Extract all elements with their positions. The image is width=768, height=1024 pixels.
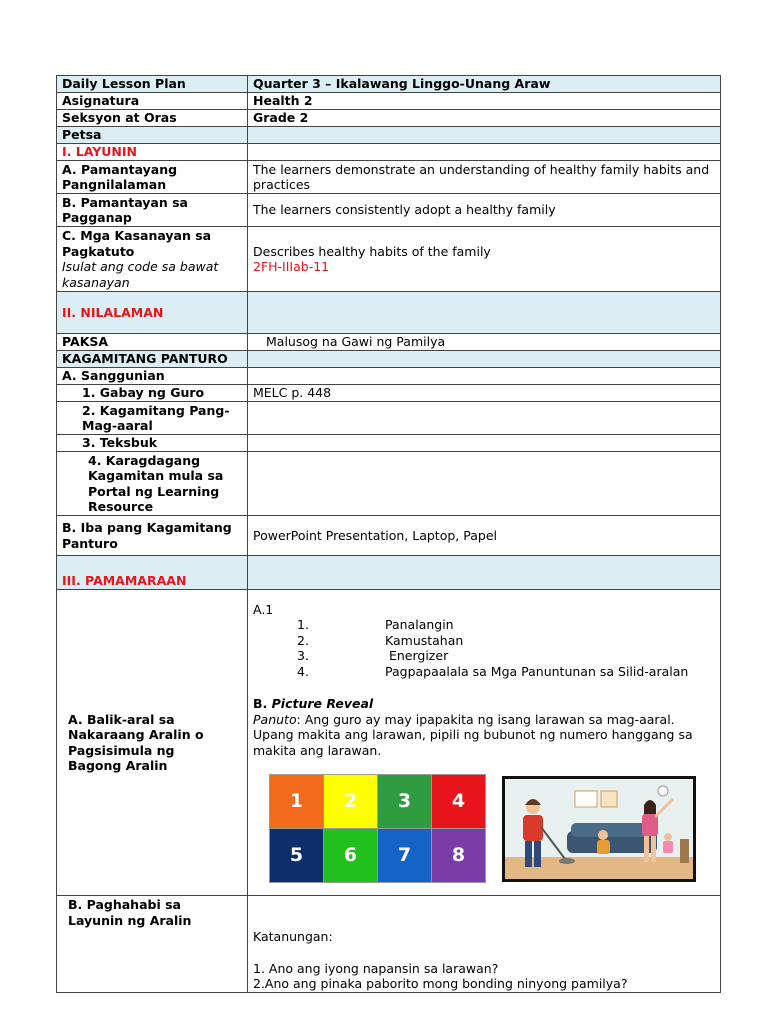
pang-mag-aaral-cell — [57, 402, 248, 435]
pagganap-value: The learners consistently adopt a healthy family — [248, 194, 721, 227]
paksa-row — [57, 334, 721, 351]
activity-item — [253, 648, 715, 664]
activity-item — [253, 617, 715, 633]
pamamaraan-title-row — [57, 556, 721, 590]
kasanayan-row — [57, 227, 721, 292]
pamantayang-row — [57, 161, 721, 194]
pamamaraan-title: III. PAMAMARAAN — [57, 556, 248, 590]
petsa-row — [57, 127, 721, 144]
pang-mag-aaral-label: 2. Kagamitang Pang-Mag-aaral — [82, 402, 230, 433]
teksbuk-cell — [57, 435, 248, 452]
gabay-label: 1. Gabay ng Guro — [82, 385, 205, 401]
petsa-value — [248, 127, 721, 144]
paghahabi-label: B. Paghahabi sa Layunin ng Aralin — [68, 897, 192, 928]
iba-pang-label: B. Iba pang Kagamitang Panturo — [57, 516, 248, 556]
header-col2: Quarter 3 – Ikalawang Linggo-Unang Araw — [248, 76, 721, 93]
seksyon-value: Grade 2 — [248, 110, 721, 127]
karagdagang-cell — [57, 452, 248, 516]
number-tile[interactable]: 8 — [432, 829, 485, 882]
number-tile[interactable]: 4 — [432, 775, 485, 828]
paksa-label: PAKSA — [57, 334, 248, 351]
sanggunian-label: A. Sanggunian — [57, 368, 248, 385]
activity-text: Kamustahan — [385, 632, 464, 648]
paksa-value: Malusog na Gawi ng Pamilya — [248, 334, 721, 351]
paghahabi-content — [248, 896, 721, 993]
number-tile[interactable]: 7 — [378, 829, 431, 882]
number-tile[interactable]: 6 — [324, 829, 377, 882]
kasanayan-note: Isulat ang code sa bawat kasanayan — [62, 259, 219, 290]
picture-reveal-area — [269, 774, 715, 883]
nilalaman-title-row — [57, 292, 721, 334]
kasanayan-value: Describes healthy habits of the family — [253, 243, 491, 259]
question-1: 1. Ano ang iyong napansin sa larawan? — [253, 960, 499, 976]
empty-cell — [248, 435, 721, 452]
empty-cell — [248, 292, 721, 334]
balik-aral-content — [248, 590, 721, 896]
layunin-title-row — [57, 144, 721, 161]
activity-text: Energizer — [385, 648, 449, 664]
balik-aral-label: A. Balik-aral sa Nakaraang Aralin o Pagsisimula ng Bagong Aralin — [68, 711, 204, 773]
sanggunian-row — [57, 368, 721, 385]
asignatura-row — [57, 93, 721, 110]
number-tile[interactable]: 2 — [324, 775, 377, 828]
asignatura-value: Health 2 — [248, 93, 721, 110]
empty-cell — [248, 144, 721, 161]
kagamitan-row — [57, 351, 721, 368]
activity-text: Panalangin — [385, 617, 454, 633]
iba-pang-value: PowerPoint Presentation, Laptop, Papel — [248, 516, 721, 556]
layunin-title: I. LAYUNIN — [57, 144, 248, 161]
activity-list — [253, 617, 715, 679]
kasanayan-cell — [57, 227, 248, 292]
header-row — [57, 76, 721, 93]
header-col1: Daily Lesson Plan — [57, 76, 248, 93]
pang-mag-aaral-row — [57, 402, 721, 435]
panuto-text — [253, 712, 715, 759]
number-tile[interactable]: 1 — [270, 775, 323, 828]
asignatura-label: Asignatura — [57, 93, 248, 110]
picture-reveal-prefix: B. — [253, 696, 272, 712]
pagganap-label: B. Pamantayan sa Pagganap — [57, 194, 248, 227]
activity-number: 4. — [297, 663, 309, 679]
family-illustration — [505, 779, 693, 879]
empty-cell — [248, 452, 721, 516]
empty-cell — [248, 368, 721, 385]
kasanayan-code: 2FH-IIIab-11 — [253, 259, 330, 274]
question-2: 2.Ano ang pinaka paborito mong bonding ninyong pamilya? — [253, 976, 628, 991]
teksbuk-row — [57, 435, 721, 452]
gabay-value: MELC p. 448 — [248, 385, 721, 402]
paghahabi-cell — [57, 896, 248, 993]
activity-number: 2. — [297, 632, 309, 648]
picture-reveal-title: Picture Reveal — [271, 696, 374, 712]
family-cleaning-image — [502, 776, 696, 882]
activity-number: 1. — [297, 617, 309, 633]
paghahabi-row — [57, 896, 721, 993]
activity-item — [253, 633, 715, 649]
balik-aral-row — [57, 590, 721, 896]
katanungan-label: Katanungan: — [253, 929, 333, 944]
iba-pang-row — [57, 516, 721, 556]
seksyon-label: Seksyon at Oras — [57, 110, 248, 127]
a1-label: A.1 — [253, 601, 274, 617]
panuto-body: : Ang guro ay may ipapakita ng isang larawan sa mag-aaral. Upang makita ang larawan, pipili ng bubunot ng numero hanggang sa makita ang larawan. — [253, 711, 693, 758]
lesson-plan-table — [56, 75, 721, 993]
number-tile-grid — [269, 774, 486, 883]
pagganap-row — [57, 194, 721, 227]
teksbuk-label: 3. Teksbuk — [82, 435, 158, 451]
kagamitan-label: KAGAMITANG PANTURO — [57, 351, 248, 368]
pamantayang-label: A. Pamantayang Pangnilalaman — [57, 161, 248, 194]
activity-item — [253, 664, 715, 680]
petsa-label: Petsa — [57, 127, 248, 144]
number-tile[interactable]: 5 — [270, 829, 323, 882]
pamantayang-value: The learners demonstrate an understanding of healthy family habits and practices — [248, 161, 721, 194]
activity-number: 3. — [297, 648, 309, 664]
seksyon-row — [57, 110, 721, 127]
panuto-label: Panuto — [253, 711, 297, 727]
activity-text: Pagpapaalala sa Mga Panuntunan sa Silid-aralan — [385, 663, 689, 679]
picture-reveal-heading — [253, 696, 715, 712]
number-tile[interactable]: 3 — [378, 775, 431, 828]
kasanayan-value-cell — [248, 227, 721, 292]
gabay-row — [57, 385, 721, 402]
karagdagang-label: 4. Karagdagang Kagamitan mula sa Portal ng Learning Resource — [88, 452, 224, 514]
balik-aral-cell — [57, 590, 248, 896]
empty-cell — [248, 351, 721, 368]
gabay-cell — [57, 385, 248, 402]
empty-cell — [248, 556, 721, 590]
karagdagang-row — [57, 452, 721, 516]
kasanayan-label: C. Mga Kasanayan sa Pagkatuto — [62, 228, 212, 259]
nilalaman-title: II. NILALAMAN — [57, 292, 248, 334]
empty-cell — [248, 402, 721, 435]
